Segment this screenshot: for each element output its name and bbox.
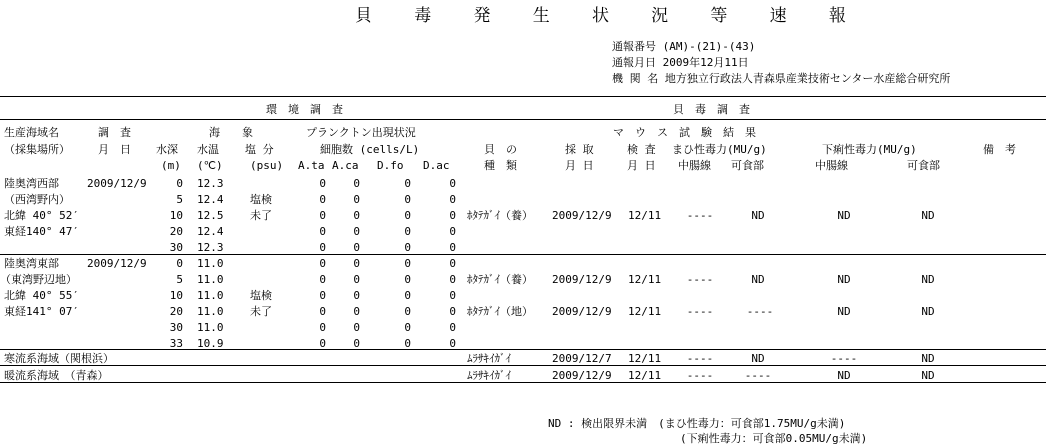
dsp-edible-cell: ND: [921, 369, 935, 382]
count-cell: 0: [404, 225, 411, 238]
area-name-header: 生産海域名: [4, 126, 59, 139]
test-date-cell: 12/11: [628, 369, 662, 382]
dsp-gland-cell: ND: [837, 305, 851, 318]
depth-cell: 0: [176, 177, 183, 190]
count-cell: 0: [404, 241, 411, 254]
dsp-gland-cell: ND: [837, 209, 851, 222]
dsp-header: 下痢性毒力(MU/g): [822, 143, 917, 156]
agency-name: 機 関 名 地方独立行政法人青森県産業技術センター水産総合研究所: [612, 72, 951, 85]
dsp-edible-cell: ND: [921, 305, 935, 318]
temp-cell: 12.3: [197, 241, 224, 254]
site-cell: 寒流系海域（関根浜）: [4, 352, 114, 365]
count-cell: 0: [404, 305, 411, 318]
temp-cell: 11.0: [197, 273, 224, 286]
salinity-cell: 塩検: [250, 289, 272, 302]
count-cell: 0: [404, 289, 411, 302]
site-cell: 東経141° 07′: [4, 305, 79, 318]
mouse-test-header: マ ウ ス 試 験 結 果: [613, 126, 756, 139]
count-cell: 0: [319, 241, 326, 254]
count-cell: 0: [353, 209, 360, 222]
psp-gland-cell: ----: [686, 273, 714, 286]
shellfish-kind-cell: ﾎﾀﾃｶﾞｲ（養）: [467, 273, 533, 286]
site-cell: 陸奥湾東部: [4, 257, 59, 270]
footnote-psp: ND : 検出限界未満 (まひ性毒力：可食部1.75MU/g未満): [548, 417, 846, 430]
shellfish-header: 貝 の: [484, 143, 517, 156]
sampling-date-cell: 2009/12/9: [552, 305, 612, 318]
shellfish-kind-cell: ﾑﾗｻｷｲｶﾞｲ: [467, 369, 511, 382]
page-title: 貝 毒 発 生 状 況 等 速 報: [355, 6, 862, 26]
count-cell: 0: [319, 177, 326, 190]
dsp-edible-cell: ND: [921, 209, 935, 222]
psp-gland-cell: ----: [686, 209, 714, 222]
psp-gland-cell: ----: [686, 305, 714, 318]
remarks-header: 備 考: [983, 143, 1016, 156]
count-cell: 0: [449, 321, 456, 334]
count-cell: 0: [319, 289, 326, 302]
temp-cell: 12.4: [197, 193, 224, 206]
count-cell: 0: [404, 337, 411, 350]
psp-edible-cell: ND: [751, 273, 765, 286]
sampling-date-cell: 2009/12/9: [552, 273, 612, 286]
temp-cell: 11.0: [197, 305, 224, 318]
depth-cell: 5: [176, 193, 183, 206]
table-top-rule: [0, 96, 1046, 97]
count-cell: 0: [353, 289, 360, 302]
dsp-edible-cell: ND: [921, 273, 935, 286]
count-cell: 0: [449, 305, 456, 318]
ocean-condition-header: 海 象: [209, 126, 253, 139]
count-cell: 0: [404, 273, 411, 286]
count-cell: 0: [319, 225, 326, 238]
dsp-gland-cell: ND: [837, 369, 851, 382]
salinity-cell: 塩検: [250, 193, 272, 206]
test-date-header: 月 日: [627, 159, 656, 172]
test-header: 検 査: [627, 143, 656, 156]
count-cell: 0: [353, 177, 360, 190]
depth-cell: 20: [169, 305, 183, 318]
count-cell: 0: [449, 241, 456, 254]
sampling-date-cell: 2009/12/7: [552, 352, 612, 365]
salinity-header: 塩 分: [245, 143, 274, 156]
salinity-unit: (psu): [250, 159, 284, 172]
psp-edible-cell: ND: [751, 209, 765, 222]
site-cell: 北緯 40° 55′: [4, 289, 79, 302]
row-divider: [0, 365, 1046, 366]
date-cell: 2009/12/9: [87, 177, 147, 190]
count-cell: 0: [449, 193, 456, 206]
test-date-cell: 12/11: [628, 352, 662, 365]
count-cell: 0: [449, 209, 456, 222]
depth-header: 水深: [156, 143, 178, 156]
species-dacuminata: D.ac: [423, 159, 450, 172]
group-divider: [0, 349, 1046, 350]
plankton-header: プランクトン出現状況: [306, 126, 416, 139]
count-cell: 0: [319, 257, 326, 270]
psp-edible-cell: ----: [746, 305, 774, 318]
count-cell: 0: [404, 257, 411, 270]
footnote-dsp: (下痢性毒力：可食部0.05MU/g未満): [680, 432, 868, 445]
count-cell: 0: [449, 225, 456, 238]
depth-cell: 33: [169, 337, 183, 350]
temp-cell: 11.0: [197, 289, 224, 302]
species-dfortii: D.fo: [377, 159, 404, 172]
count-cell: 0: [353, 305, 360, 318]
sampling-date-cell: 2009/12/9: [552, 209, 612, 222]
count-cell: 0: [319, 273, 326, 286]
survey-header: 調 査: [98, 126, 131, 139]
test-date-cell: 12/11: [628, 209, 662, 222]
depth-unit: (m): [161, 159, 181, 172]
survey-date-header: 月 日: [98, 143, 131, 156]
test-date-cell: 12/11: [628, 273, 662, 286]
site-cell: （西湾野内）: [4, 193, 70, 206]
count-cell: 0: [449, 273, 456, 286]
psp-edible-cell: ND: [751, 352, 765, 365]
depth-cell: 20: [169, 225, 183, 238]
toxin-survey-header: 貝 毒 調 査: [673, 103, 750, 116]
count-cell: 0: [449, 257, 456, 270]
temp-cell: 11.0: [197, 321, 224, 334]
dsp-gland-cell: ND: [837, 273, 851, 286]
site-cell: 陸奥湾西部: [4, 177, 59, 190]
env-survey-header: 環 境 調 査: [266, 103, 343, 116]
count-cell: 0: [353, 273, 360, 286]
temp-unit: (℃): [197, 159, 223, 172]
cell-count-header: 細胞数 (cells/L): [320, 143, 420, 156]
test-date-cell: 12/11: [628, 305, 662, 318]
salinity-cell: 未了: [250, 209, 272, 222]
count-cell: 0: [404, 177, 411, 190]
count-cell: 0: [319, 321, 326, 334]
table-bottom-rule: [0, 382, 1046, 383]
count-cell: 0: [353, 321, 360, 334]
shellfish-kind-header: 種 類: [484, 159, 517, 172]
header-rule: [0, 119, 1046, 120]
shellfish-kind-cell: ﾎﾀﾃｶﾞｲ（地）: [467, 305, 533, 318]
water-temp-header: 水温: [197, 143, 219, 156]
site-cell: 北緯 40° 52′: [4, 209, 79, 222]
count-cell: 0: [449, 177, 456, 190]
depth-cell: 30: [169, 321, 183, 334]
psp-gland-header: 中腸線: [678, 159, 711, 172]
psp-edible-cell: ----: [744, 369, 772, 382]
report-date: 通報月日 2009年12月11日: [612, 56, 749, 69]
dsp-gland-cell: ----: [830, 352, 858, 365]
group-divider: [0, 254, 1046, 255]
count-cell: 0: [449, 289, 456, 302]
count-cell: 0: [319, 305, 326, 318]
dsp-edible-header: 可食部: [907, 159, 940, 172]
site-cell: 暖流系海域 （青森）: [4, 369, 109, 382]
count-cell: 0: [404, 321, 411, 334]
sampling-date-cell: 2009/12/9: [552, 369, 612, 382]
count-cell: 0: [353, 241, 360, 254]
count-cell: 0: [319, 193, 326, 206]
sampling-header: 採 取: [565, 143, 594, 156]
species-acatenella: A.ca: [332, 159, 359, 172]
psp-edible-header: 可食部: [731, 159, 764, 172]
dsp-gland-header: 中腸線: [815, 159, 848, 172]
sampling-date-header: 月 日: [565, 159, 594, 172]
sampling-site-header: （採集場所）: [4, 143, 70, 156]
count-cell: 0: [353, 193, 360, 206]
count-cell: 0: [449, 337, 456, 350]
psp-header: まひ性毒力(MU/g): [672, 143, 767, 156]
salinity-cell: 未了: [250, 305, 272, 318]
shellfish-kind-cell: ﾎﾀﾃｶﾞｲ（養）: [467, 209, 533, 222]
count-cell: 0: [353, 257, 360, 270]
dsp-edible-cell: ND: [921, 352, 935, 365]
psp-gland-cell: ----: [686, 369, 714, 382]
depth-cell: 10: [169, 289, 183, 302]
site-cell: 東経140° 47′: [4, 225, 79, 238]
report-number: 通報番号 (AM)-(21)-(43): [612, 40, 756, 53]
depth-cell: 10: [169, 209, 183, 222]
shellfish-kind-cell: ﾑﾗｻｷｲｶﾞｲ: [467, 352, 511, 365]
count-cell: 0: [404, 209, 411, 222]
depth-cell: 30: [169, 241, 183, 254]
species-atamarense: A.ta: [298, 159, 325, 172]
temp-cell: 12.5: [197, 209, 224, 222]
psp-gland-cell: ----: [686, 352, 714, 365]
temp-cell: 12.4: [197, 225, 224, 238]
count-cell: 0: [353, 337, 360, 350]
count-cell: 0: [353, 225, 360, 238]
count-cell: 0: [404, 193, 411, 206]
date-cell: 2009/12/9: [87, 257, 147, 270]
depth-cell: 5: [176, 273, 183, 286]
count-cell: 0: [319, 209, 326, 222]
temp-cell: 11.0: [197, 257, 224, 270]
depth-cell: 0: [176, 257, 183, 270]
count-cell: 0: [319, 337, 326, 350]
site-cell: （東湾野辺地）: [0, 273, 77, 286]
temp-cell: 12.3: [197, 177, 224, 190]
temp-cell: 10.9: [197, 337, 224, 350]
